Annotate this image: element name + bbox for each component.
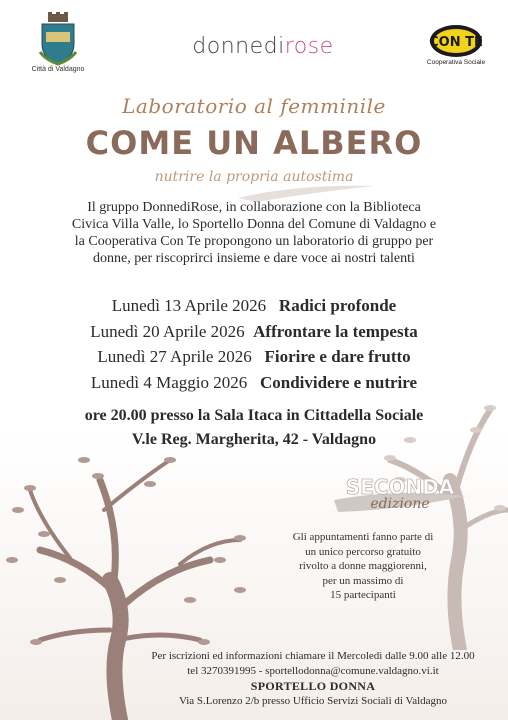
edition-word1: SECONDA bbox=[345, 475, 455, 499]
intro-line-1: Il gruppo DonnediRose, in collaborazione con la Biblioteca bbox=[87, 200, 421, 215]
contact-footer bbox=[120, 649, 506, 709]
session-topic: Fiorire e dare frutto bbox=[264, 347, 411, 366]
session-topic: Condividere e nutrire bbox=[259, 372, 418, 392]
footer-hours: Per iscrizioni ed informazioni chiamare il Mercoledì dalle 9.00 alle 12.00 bbox=[151, 650, 475, 662]
location-address: V.le Reg. Margherita, 42 - Valdagno bbox=[131, 431, 377, 448]
subtitle-lab: Laboratorio al femminile bbox=[122, 94, 386, 118]
conte-subtitle: Cooperativa Sociale bbox=[426, 59, 486, 66]
intro-line-3: la Cooperativa Con Te propongono un laboratorio di gruppo per bbox=[74, 234, 434, 249]
city-label: Città di Valdagno bbox=[31, 66, 85, 73]
footer-contacts: tel 3270391995 - sportellodonna@comune.valdagno.vi.it bbox=[187, 665, 439, 677]
intro-line-2: Civica Villa Valle, lo Sportello Donna del Comune di Valdagno e bbox=[71, 217, 437, 232]
session-row bbox=[40, 293, 468, 319]
session-list bbox=[40, 293, 468, 395]
session-row bbox=[40, 319, 468, 345]
note-line-1: Gli appuntamenti fanno parte di bbox=[292, 531, 434, 543]
brand-part2: rose bbox=[284, 34, 334, 59]
session-date: Lunedì 13 Aprile 2026 bbox=[111, 296, 267, 315]
conte-logo-text: CON TE bbox=[429, 35, 483, 50]
note-line-5: 15 partecipanti bbox=[330, 589, 396, 601]
footer-office: SPORTELLO DONNA bbox=[250, 679, 376, 693]
session-row bbox=[40, 344, 468, 370]
intro-line-4: donne, per riscoprirci insieme e dare voce ai nostri talenti bbox=[93, 251, 415, 266]
edition-word2: edizione bbox=[370, 496, 430, 512]
subtitle-autostima: nutrire la propria autostima bbox=[154, 169, 354, 185]
note-line-4: per un massimo di bbox=[322, 574, 404, 587]
session-topic: Radici profonde bbox=[278, 296, 397, 315]
page-title: COME UN ALBERO bbox=[85, 124, 423, 162]
session-date: Lunedì 4 Maggio 2026 bbox=[90, 372, 248, 392]
footer-address: Via S.Lorenzo 2/b presso Ufficio Servizi Sociali di Valdagno bbox=[178, 695, 448, 707]
olive-tree-right-icon bbox=[380, 390, 508, 650]
valdagno-crest-icon bbox=[36, 12, 80, 66]
brand-part1: donnedi bbox=[192, 34, 285, 59]
donnedirose-logo bbox=[176, 34, 350, 59]
session-topic: Affrontare la tempesta bbox=[253, 321, 418, 341]
note-line-3: rivolto a donne maggiorenni, bbox=[299, 560, 427, 572]
location-time: ore 20.00 presso la Sala Itaca in Cittadella Sociale bbox=[84, 407, 424, 424]
note-line-2: un unico percorso gratuito bbox=[305, 545, 421, 558]
intro-paragraph bbox=[40, 199, 468, 267]
conte-logo-icon bbox=[428, 24, 484, 58]
session-date: Lunedì 27 Aprile 2026 bbox=[97, 347, 252, 366]
participation-note bbox=[278, 530, 448, 603]
edition-badge bbox=[330, 470, 470, 520]
session-date: Lunedì 20 Aprile 2026 bbox=[90, 321, 245, 341]
